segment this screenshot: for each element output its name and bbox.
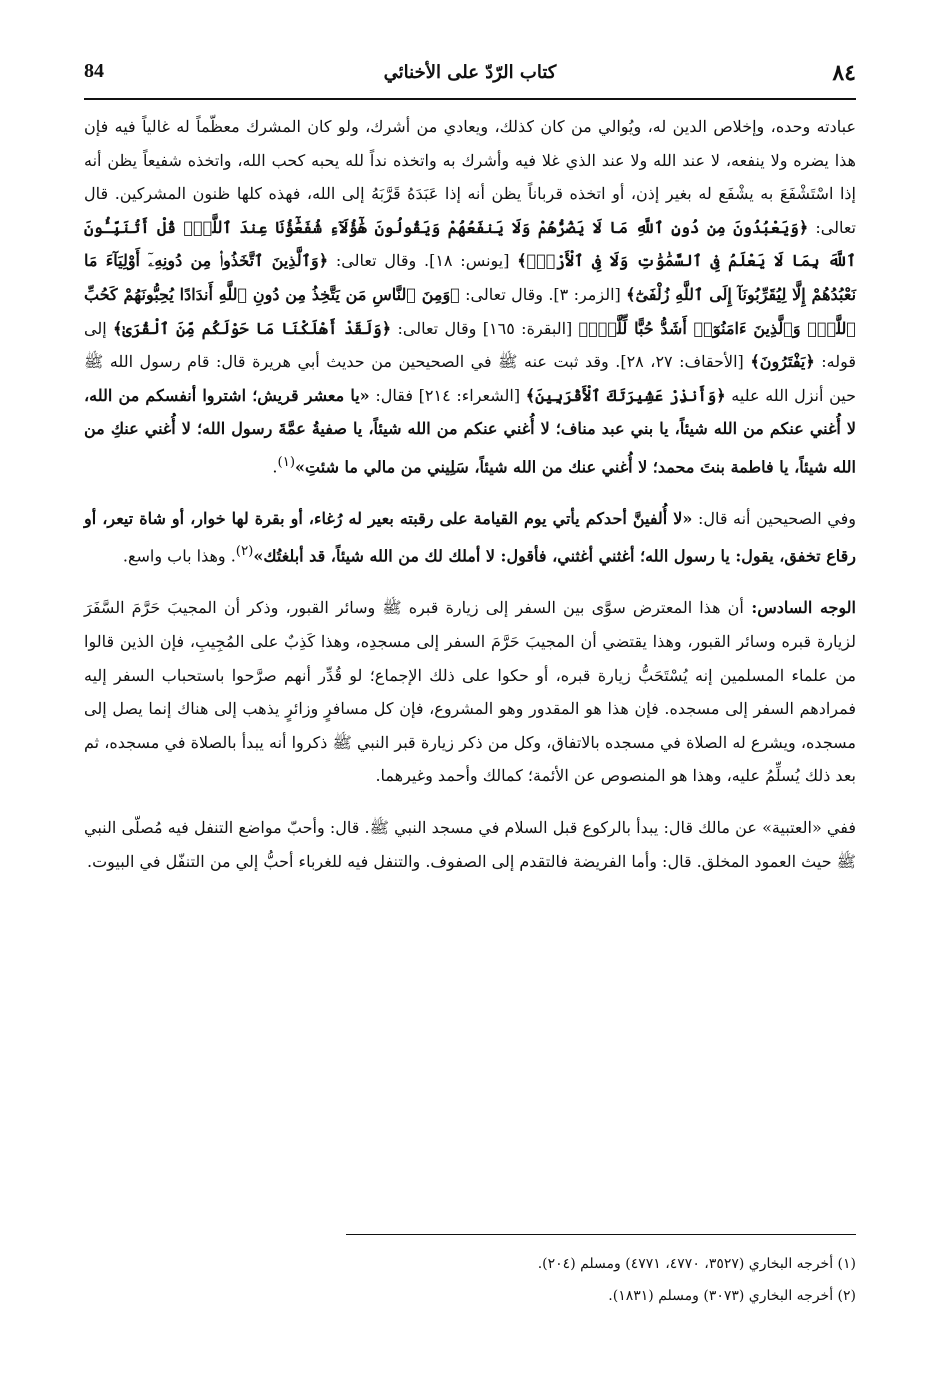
quran-verse: ﴿وَيَعْبُدُونَ مِن دُونِ ٱللَّهِ مَا لَا يَضُرُّهُمْ وَلَا يَنفَعُهُمْ وَيَقُولُونَ هَٰٓؤُلَآءِ شُفَعَٰٓؤُنَا عِندَ ٱللَّهِۚ قُلْ أَتُنَبِّـُٔونَ ٱللَّهَ بِمَا لَا يَعْلَمُ فِى ٱلسَّمَٰوَٰتِ وَلَا فِى ٱلْأَرْضِۚ﴾ — [84, 217, 857, 271]
footnote-1: (١) أخرجه البخاري (٣٥٢٧، ٤٧٧٠، ٤٧٧١) ومسلم (٢٠٤). — [537, 1256, 856, 1272]
quran-verse: ﴿وَٱلَّذِينَ ٱتَّخَذُوا۟ مِن دُونِهِۦٓ أَوْلِيَآءَ مَا نَعْبُدُهُمْ إِلَّا لِيُقَرِّبُونَآ إِلَى ٱللَّهِ زُلْفَىٰٓ﴾ — [84, 251, 857, 304]
text-run: وفي الصحيحين أنه قال: — [692, 508, 856, 528]
footnote-ref: (٢) — [235, 544, 254, 560]
page-header — [84, 58, 856, 98]
quran-verse: ﴿وَمِنَ ٱلنَّاسِ مَن يَتَّخِذُ مِن دُونِ ٱللَّهِ أَندَادًا يُحِبُّونَهُمْ كَحُبِّ ٱللَّهِۖ وَٱلَّذِينَ ءَامَنُوٓا۟ أَشَدُّ حُبًّا لِّلَّهِۗ﴾ — [84, 284, 857, 338]
text-run: [يونس: ١٨]. وقال تعالى: — [328, 251, 518, 271]
bold-text: «لا أُلفينَّ أحدكم يأتي يوم القيامة على رقبته بعير له رُغاء، أو بقرة لها خوار، أو شاة تيعر، أو رقاع تخفق، يقول: يا رسول الله؛ أغثني أغثني، فأقول: لا أملك لك من الله شيئاً، قد أبلغتُك» — [84, 508, 856, 566]
paragraph-3 — [84, 591, 856, 793]
footnote-rule — [346, 1234, 856, 1235]
text-run: عبادته وحده، وإخلاص الدين له، ويُوالي من كان كذلك، ويعادي من أشرك، ولو كان المشرك معظّماً له غالياً فيه فإن هذا يضره ولا ينفعه، لا عند الله ولا عند الذي غلا فيه وأشرك به واتخذه نداً لله يحبه كحب الله، واتخذه شفيعاً يظن أنه إذا اسْتَشْفَعَ به يشْفَع له بغير إذن، أو اتخذه قرباناً يظن أنه إذا عَبَدَهُ قَرَّبَهُ إلى الله، فهذه كلها ظنون المشركين. قال تعالى: — [84, 117, 857, 237]
text-run: [البقرة: ١٦٥] وقال تعالى: — [391, 318, 579, 338]
page-number-latin: 84 — [84, 60, 104, 82]
text-run: [الأحقاف: ٢٧، ٢٨]. وقد ثبت عنه ﷺ في الصحيحين من حديث أبي هريرة قال: قام رسول الله ﷺ حين أنزل الله عليه — [84, 352, 857, 405]
footnote-ref: (١) — [277, 454, 296, 470]
bold-text: الوجه السادس: — [743, 598, 856, 618]
page-number-arabic: ٨٤ — [832, 60, 856, 86]
text-run: [الزمر: ٣]. وقال تعالى: — [459, 284, 627, 304]
text-run: . — [272, 457, 278, 477]
main-text — [84, 110, 856, 878]
quran-verse: ﴿وَأَنذِرْ عَشِيرَتَكَ ٱلْأَقْرَبِينَ﴾ — [525, 385, 726, 405]
footnote-2: (٢) أخرجه البخاري (٣٠٧٣) ومسلم (١٨٣١). — [608, 1288, 856, 1304]
text-run: إلى قوله: — [84, 318, 857, 372]
text-run: أن هذا المعترض سوَّى بين السفر إلى زيارة قبره ﷺ وسائر القبور، وذكر أن المجيبَ حَرَّمَ السَّفَرَ لزيارة قبره وسائر القبور، وهذا يقتضي أن المجيبَ حَرَّمَ السفر إلى مسجدِه، وهذا كَذِبٌ على المُجِيبِ، فإن الذين قالوا من علماء المسلمين إنه يُسْتَحَبُّ زيارة قبره، أو حكوا على ذلك الإجماع؛ لو قُدِّر أنهم صرَّحوا باستحباب السفر إليه فمرادهم السفر إلى مسجده. فإن هذا هو المقدور وهو المشروع، فإن كل مسافرٍ وزائرٍ يذهب إلى هناك إنما يصل إلى مسجده، ويشرع له الصلاة في مسجده بالاتفاق، وكل من ذكر زيارة قبر النبي ﷺ ذكروا أنه يبدأ بالصلاة في مسجده، ثم بعد ذلك يُسلِّمُ عليه، وهذا هو المنصوص عن الأئمة؛ كمالك وأحمد وغيرهما. — [84, 598, 857, 786]
header-rule — [84, 98, 856, 100]
running-title: كتاب الرّدّ على الأخنائي — [383, 62, 557, 83]
text-run: . وهذا باب واسع. — [122, 546, 236, 566]
paragraph-4 — [84, 811, 856, 878]
text-run: ففي «العتبية» عن مالك قال: يبدأ بالركوع قبل السلام في مسجد النبي ﷺ. قال: وأحبّ مواضع التنفل فيه مُصلّى النبي ﷺ حيث العمود المخلق. قال: وأما الفريضة فالتقدم إلى الصفوف. والتنفل فيه للغرباء أحبُّ إلي من التنفّل في البيوت. — [84, 817, 856, 871]
paragraph-2 — [84, 502, 856, 574]
quran-verse: ﴿يَفْتَرُونَ﴾ — [750, 352, 815, 372]
text-run: [الشعراء: ٢١٤] فقال: — [369, 385, 526, 405]
quran-verse: ﴿وَلَقَدْ أَهْلَكْنَا مَا حَوْلَكُم مِّنَ ٱلْقُرَىٰ﴾ — [113, 318, 392, 338]
footnotes — [84, 1248, 856, 1312]
bold-text: «يا معشر قريش؛ اشتروا أنفسكم من الله، لا أُغني عنكم من الله شيئاً، يا بني عبد مناف؛ لا أُغني عنكم من الله شيئاً، يا صفيةُ عمَّةَ رسول الله؛ لا أُغني عنكِ من الله شيئاً، يا فاطمة بنتَ محمد؛ لا أُغني عنك من الله شيئاً، سَلِيني من مالي ما شئتِ» — [84, 385, 856, 477]
paragraph-1 — [84, 110, 856, 484]
